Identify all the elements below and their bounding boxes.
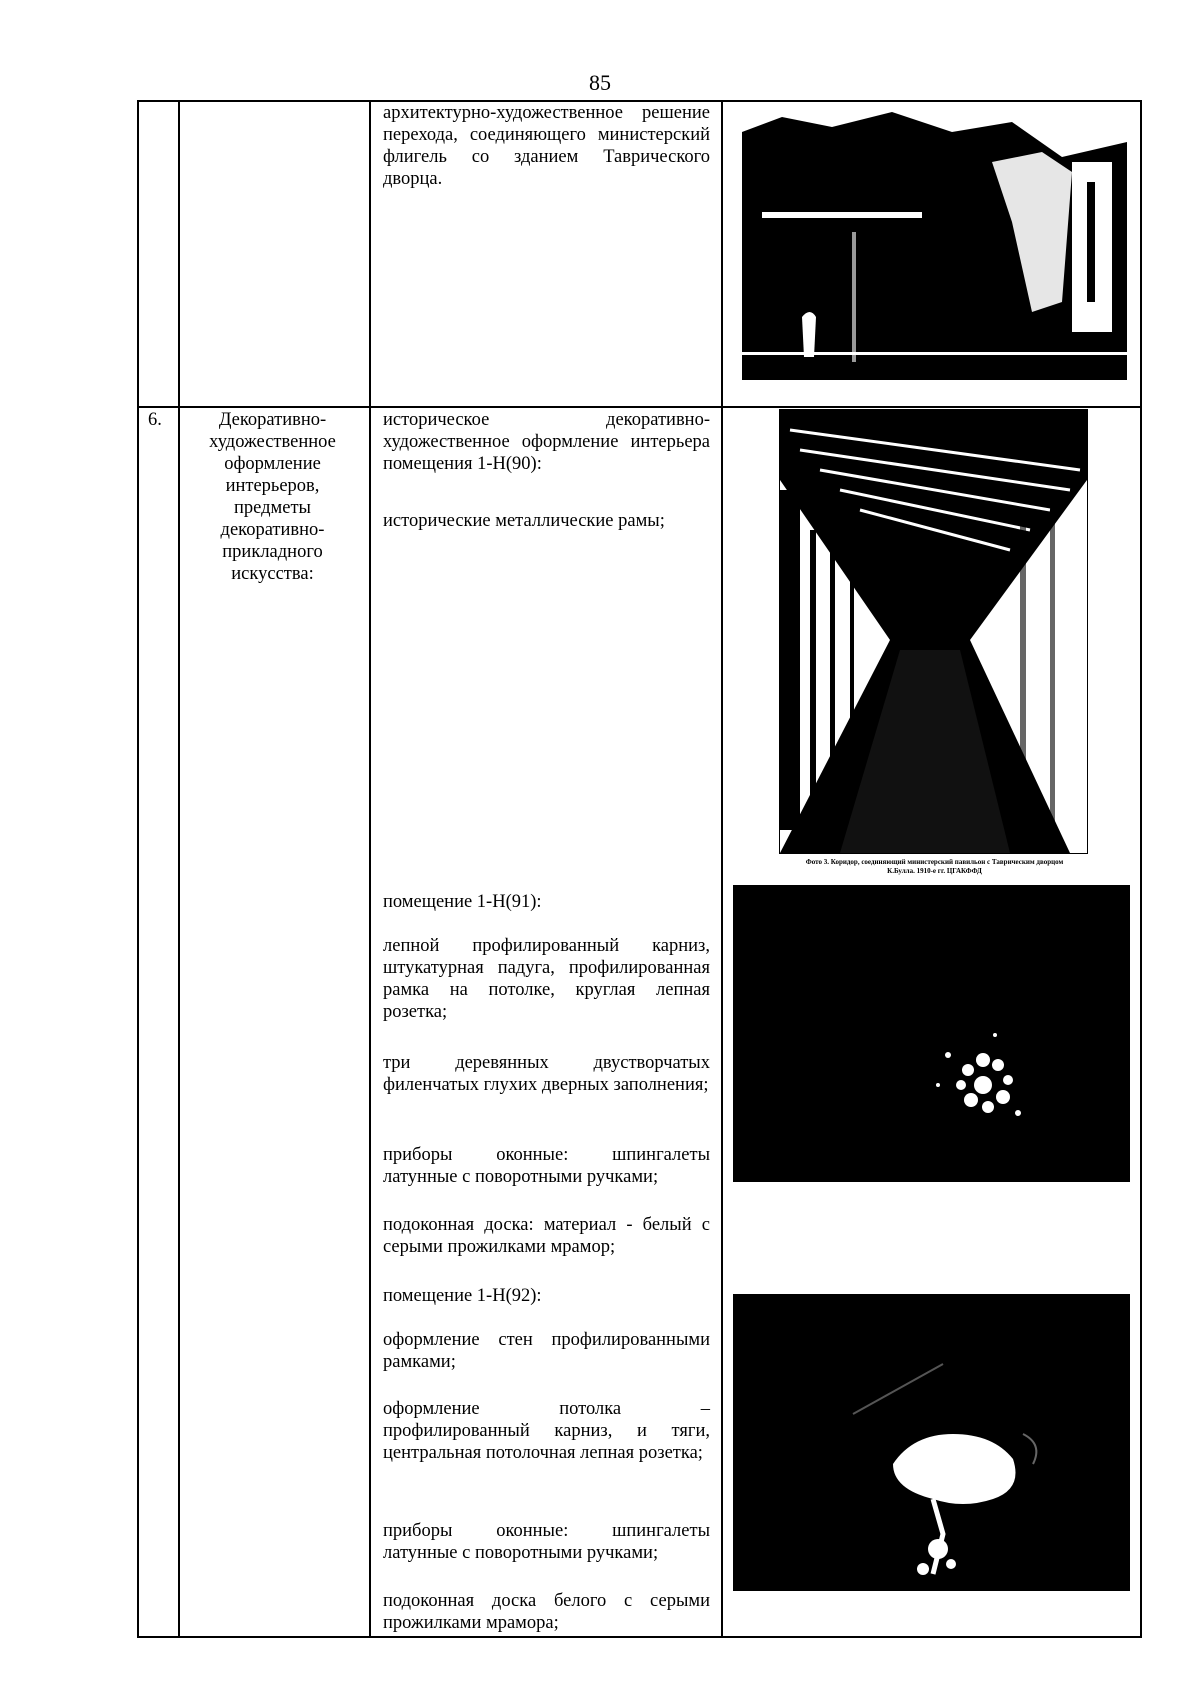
item-interior-90: историческое декоративно-художественное оформление интерьера помещения 1-Н(90): xyxy=(383,410,710,474)
table-bottom-border xyxy=(137,1636,1142,1638)
photo-historic-corridor xyxy=(779,409,1088,854)
table-left-border xyxy=(137,100,139,1638)
item-room-92-window-fittings: приборы оконные: шпингалеты латунные с поворотными ручками; xyxy=(383,1521,710,1563)
photo-caption-line1: Фото 3. Коридор, соединяющий министерский павильон с Таврическим дворцом xyxy=(805,858,1064,866)
table-right-border xyxy=(1140,100,1142,1638)
item-room-91-window-fittings: приборы оконные: шпингалеты латунные с поворотными ручками; xyxy=(383,1145,710,1187)
photo-ceiling-rosette-91 xyxy=(733,885,1130,1182)
photo-building-exterior xyxy=(742,102,1127,380)
column-divider-3 xyxy=(721,100,723,1638)
photo-caption xyxy=(742,858,1127,876)
row-number: 6. xyxy=(148,410,162,430)
item-metal-frames: исторические металлические рамы; xyxy=(383,511,665,531)
item-room-92-heading: помещение 1-Н(92): xyxy=(383,1286,542,1306)
item-room-91-windowsill: подоконная доска: материал - белый с серыми прожилками мрамор; xyxy=(383,1215,710,1257)
prev-row-text: архитектурно-художественное решение перехода, соединяющего министерский флигель со зданием Таврического дворца. xyxy=(383,103,710,189)
column-divider-2 xyxy=(369,100,371,1638)
photo-caption-line2: К.Булла. 1910-е гг. ЦГАКФФД xyxy=(887,867,982,875)
item-room-92-ceiling: оформление потолка – профилированный карниз, и тяги, центральная потолочная лепная розетка; xyxy=(383,1399,710,1463)
row-category: Декоративно-художественное оформление интерьеров, предметы декоративно-прикладного искусства: xyxy=(209,410,336,584)
photo-ceiling-rosette-92 xyxy=(733,1294,1130,1591)
item-room-91-cornice: лепной профилированный карниз, штукатурная падуга, профилированная рамка на потолке, круглая лепная розетка; xyxy=(383,936,710,1022)
page-number: 85 xyxy=(589,70,611,95)
item-room-92-windowsill: подоконная доска белого с серыми прожилками мрамора; xyxy=(383,1591,710,1633)
column-divider-1 xyxy=(178,100,180,1638)
item-room-92-walls: оформление стен профилированными рамками; xyxy=(383,1330,710,1372)
item-room-91-heading: помещение 1-Н(91): xyxy=(383,892,542,912)
row-divider xyxy=(137,406,1142,408)
prev-row-description xyxy=(383,102,710,190)
item-room-91-doors: три деревянных двустворчатых филенчатых глухих дверных заполнения; xyxy=(383,1053,710,1095)
